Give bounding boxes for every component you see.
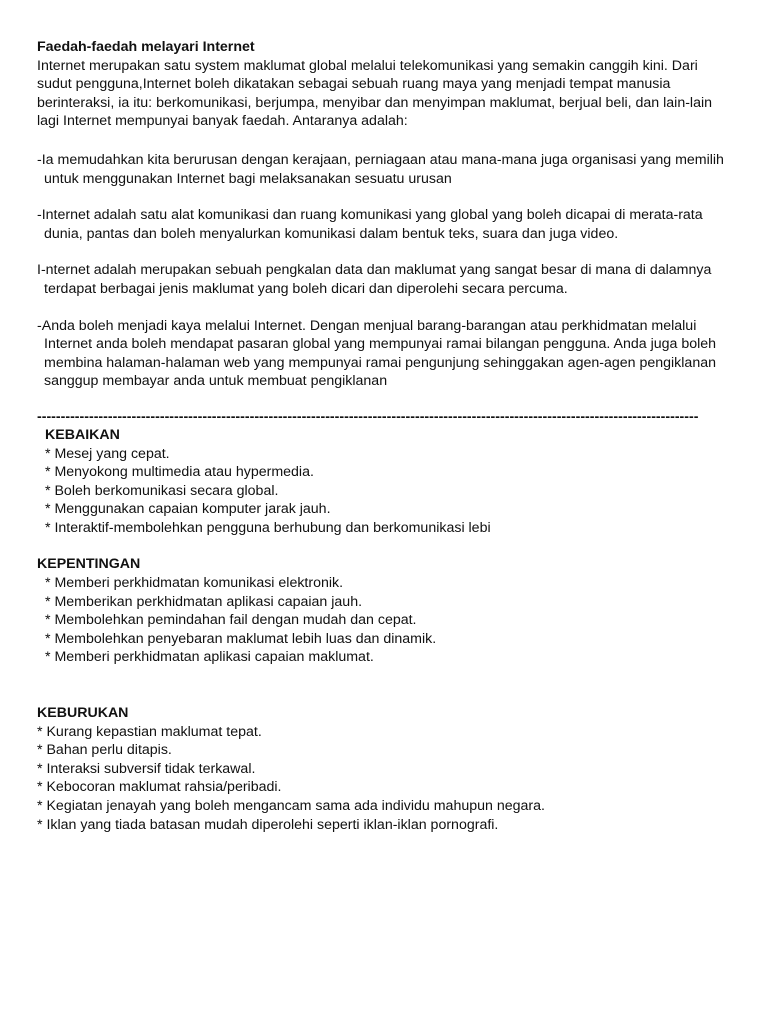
kebaikan-list [37,445,728,538]
list-item: * Membolehkan pemindahan fail dengan mudah dan cepat. [45,612,417,629]
list-item: * Kegiatan jenayah yang boleh mengancam sama ada individu mahupun negara. [37,798,545,814]
list-item: * Boleh berkomunikasi secara global. [45,482,279,499]
list-item: * Iklan yang tiada batasan mudah diperolehi seperti iklan-iklan pornografi. [37,816,499,833]
kepentingan-list [37,574,728,667]
benefit-point-2: -Internet adalah satu alat komunikasi dan ruang komunikasi yang global yang boleh dicapai di merata-rata dunia, pantas dan boleh menyalurkan komunikasi dalam bentuk teks, suara dan juga video. [37,207,703,242]
list-item: * Kebocoran maklumat rahsia/peribadi. [37,779,282,796]
list-item: * Menggunakan capaian komputer jarak jauh. [45,501,331,518]
kebaikan-section [37,426,728,538]
benefit-point-3: I-nternet adalah merupakan sebuah pengkalan data dan maklumat yang sangat besar di mana di dalamnya terdapat berbagai jenis maklumat yang boleh dicari dan diperolehi secara percuma. [37,262,712,297]
keburukan-section [37,704,728,834]
list-item: * Memberikan perkhidmatan aplikasi capaian jauh. [45,593,363,610]
list-item: * Kurang kepastian maklumat tepat. [37,723,262,740]
benefit-point-4: -Anda boleh menjadi kaya melalui Internet. Dengan menjual barang-barangan atau perkhidmatan melalui Internet anda boleh mendapat pasaran global yang mempunyai ramai bilangan pengguna. Anda juga boleh membina halaman-halaman web yang mempunyai ramai pengunjung sehinggakan agen-agen pengiklanan sanggup membayar anda untuk membuat pengiklanan [37,317,717,390]
list-item: * Memberi perkhidmatan aplikasi capaian maklumat. [45,649,374,666]
list-item: * Membolehkan penyebaran maklumat lebih luas dan dinamik. [45,630,437,647]
list-item: * Mesej yang cepat. [45,445,170,462]
benefit-point-1: -Ia memudahkan kita berurusan dengan kerajaan, perniagaan atau mana-mana juga organisasi yang memilih untuk menggunakan Internet bagi melaksanakan sesuatu urusan [37,151,724,187]
kepentingan-heading: KEPENTINGAN [37,556,141,573]
document-title: Faedah-faedah melayari Internet [37,39,255,55]
list-item: * Bahan perlu ditapis. [37,742,172,759]
list-item: * Menyokong multimedia atau hypermedia. [45,464,314,481]
list-item: * Interaksi subversif tidak terkawal. [37,760,256,777]
list-item: * Memberi perkhidmatan komunikasi elektronik. [45,575,344,592]
kepentingan-section [37,555,728,667]
keburukan-heading: KEBURUKAN [37,705,129,722]
keburukan-list [37,723,728,835]
list-item: * Interaktif-membolehkan pengguna berhubung dan berkomunikasi lebi [45,519,491,536]
intro-paragraph: Internet merupakan satu system maklumat global melalui telekomunikasi yang semakin canggih kini. Dari sudut pengguna,Internet boleh dikatakan sebagai sebuah ruang maya yang menjadi tempat manusia berinteraksi, ia itu: berkomunikasi, berjumpa, menyibar dan menyimpan maklumat, berjual beli, dan lain-lain lagi Internet mempunyai banyak faedah. Antaranya adalah: [37,57,713,130]
kebaikan-heading: KEBAIKAN [45,426,120,443]
section-divider: -------------------------------------------------------------------------------------------------------------------------------------------- [37,408,699,425]
